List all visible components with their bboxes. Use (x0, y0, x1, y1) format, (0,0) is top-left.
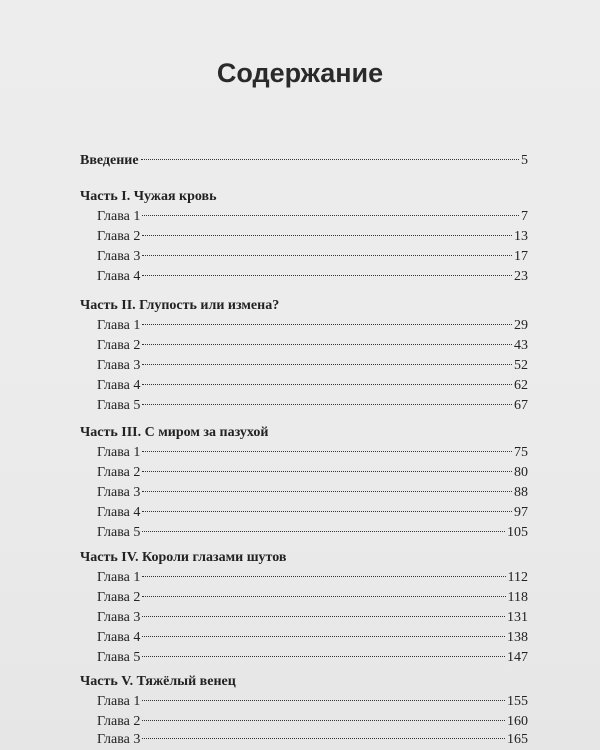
toc-chapter-entry[interactable]: Глава 2 43 (97, 338, 528, 353)
dot-leader (142, 615, 505, 617)
dot-leader (142, 383, 512, 385)
toc-chapter-entry[interactable]: Глава 4 97 (97, 505, 528, 520)
dot-leader (142, 655, 505, 657)
dot-leader (142, 530, 505, 532)
toc-chapter-entry[interactable]: Глава 1 75 (97, 445, 528, 460)
dot-leader (142, 699, 505, 701)
dot-leader (142, 343, 512, 345)
dot-leader (142, 363, 512, 365)
toc-chapter-entry[interactable]: Глава 1 112 (97, 570, 528, 585)
dot-leader (142, 595, 505, 597)
dot-leader (142, 214, 519, 216)
toc-chapter-entry[interactable]: Глава 3 17 (97, 249, 528, 264)
toc-part-heading[interactable]: Часть II. Глупость или измена? (80, 298, 280, 313)
dot-leader (142, 403, 512, 405)
dot-leader (142, 510, 512, 512)
dot-leader (142, 737, 505, 739)
toc-chapter-entry[interactable]: Глава 3 52 (97, 358, 528, 373)
toc-chapter-entry[interactable]: Глава 1 7 (97, 209, 528, 224)
dot-leader (142, 274, 512, 276)
toc-chapter-entry[interactable]: Глава 3 165 (97, 732, 528, 747)
toc-part-heading[interactable]: Часть V. Тяжёлый венец (80, 674, 236, 689)
toc-chapter-entry[interactable]: Глава 1 29 (97, 318, 528, 333)
dot-leader (142, 490, 512, 492)
dot-leader (142, 234, 512, 236)
toc-chapter-entry[interactable]: Глава 4 62 (97, 378, 528, 393)
page-title: Содержание (216, 58, 384, 88)
toc-chapter-entry[interactable]: Глава 2 80 (97, 465, 528, 480)
toc-chapter-entry[interactable]: Глава 3 131 (97, 610, 528, 625)
toc-chapter-entry[interactable]: Глава 5 147 (97, 650, 528, 665)
toc-part-heading[interactable]: Часть I. Чужая кровь (80, 189, 217, 204)
toc-chapter-entry[interactable]: Глава 2 13 (97, 229, 528, 244)
toc-chapter-entry[interactable]: Глава 1 155 (97, 694, 528, 709)
toc-chapter-entry[interactable]: Глава 4 23 (97, 269, 528, 284)
toc-chapter-entry[interactable]: Глава 5 67 (97, 398, 528, 413)
dot-leader (142, 254, 512, 256)
toc-chapter-entry[interactable]: Глава 3 88 (97, 485, 528, 500)
toc-chapter-entry[interactable]: Глава 2 160 (97, 714, 528, 729)
dot-leader (141, 158, 519, 160)
dot-leader (142, 635, 505, 637)
dot-leader (142, 575, 505, 577)
toc-part-heading[interactable]: Часть III. С миром за пазухой (80, 425, 269, 440)
toc-chapter-entry[interactable]: Глава 4 138 (97, 630, 528, 645)
toc-chapter-entry[interactable]: Глава 2 118 (97, 590, 528, 605)
toc-chapter-entry[interactable]: Глава 5 105 (97, 525, 528, 540)
toc-entry-intro[interactable] (80, 151, 528, 171)
dot-leader (142, 470, 512, 472)
toc-part-heading[interactable]: Часть IV. Короли глазами шутов (80, 550, 287, 565)
toc-page-number: 5 (521, 153, 528, 168)
dot-leader (142, 719, 505, 721)
dot-leader (142, 323, 512, 325)
dot-leader (142, 450, 512, 452)
toc-entry-label: Введение (80, 153, 139, 168)
